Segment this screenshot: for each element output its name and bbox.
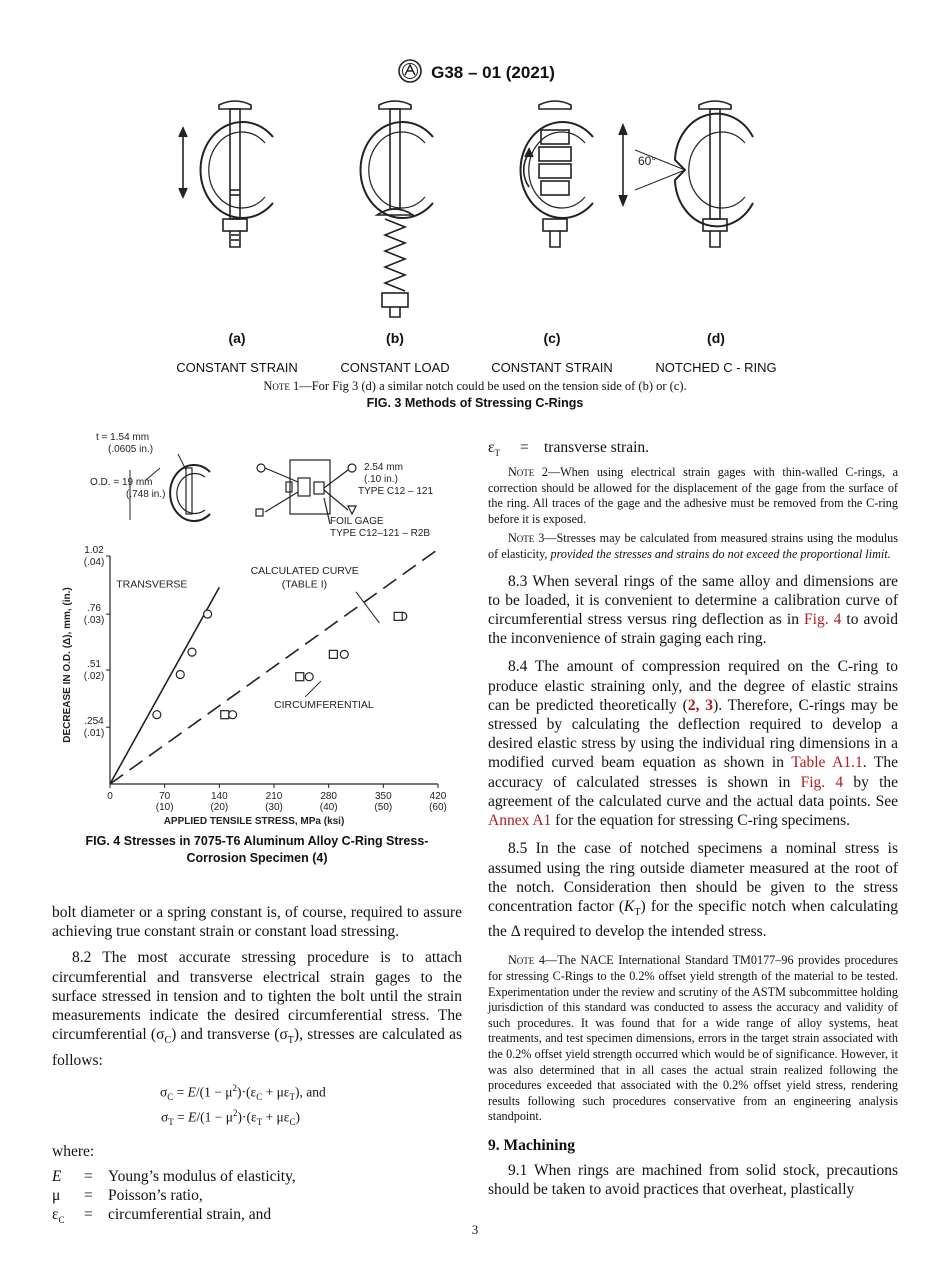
fig4-caption: FIG. 4 Stresses in 7075-T6 Aluminum Alloy C-Ring Stress- Corrosion Specimen (4): [85, 834, 429, 865]
x-tick-label: 420: [429, 791, 447, 802]
circumferential-circle-point: [340, 650, 348, 658]
fig3-panel-a: (a) CONSTANT STRAIN: [176, 330, 298, 375]
page-header: [0, 58, 950, 84]
x-tick-label: 350: [374, 791, 392, 802]
transverse-point: [176, 670, 184, 678]
x-tick-sublabel: (10): [155, 802, 174, 813]
document-title: G38 – 01 (2021): [431, 63, 555, 82]
left-column: [52, 903, 462, 1230]
astm-logo-icon: [395, 58, 425, 84]
paragraph-8-2: 8.2 The most accurate stressing procedure is to attach circumferential and transverse electrical strain gages to the surface stressed in tension and to tighten the bolt until the strain measurements indicate the desired circumferential stress. The circumferential $(\sigma_C)$ and transverse $(\sigma_T)$, stresses are calculated as follows:: [52, 949, 462, 1069]
x-tick-label: 210: [265, 791, 283, 802]
transverse-point: [188, 648, 196, 656]
paragraph-8-5: 8.5 In the case of notched specimens a nominal stress is assumed using the ring outside diameter measured at the root of the notch. Consideration then should be given to the stress concentration factor $(K_T)$ for the specific notch when calculating the Δ required to develop the intended stress.: [488, 840, 898, 941]
circumferential-square-point: [394, 612, 402, 620]
paragraph-8-3: 8.3 When several rings of the same alloy and dimensions are to be loaded, it is convenient to determine a calibration curve of circumferential stress versus ring deflection as in Fig. 4 to avoid the inconvenience of strain gaging each ring.: [488, 572, 898, 648]
equations: $\sigma_C = E/(1 - \mu^2)\cdot(\varepsilon_C + \mu\varepsilon_T)$, and $\sigma_T = E/(1 - \mu^2)\cdot(\varepsilon_T + \mu\varepsilon_C)$: [160, 1082, 326, 1128]
fig4-link-2[interactable]: Fig. 4: [800, 773, 844, 791]
x-tick-label: 70: [159, 791, 171, 802]
svg-text:t = 1.54 mm (.0605 in.): t = 1.54 mm (.0605 in.) O.D. = 19 mm (.748 in.) 2.54 mm (.10 in.) TYPE C12 – 121 FOIL GAGE TYPE C12–121 – R2B: [90, 432, 434, 539]
var-ec: $\varepsilon_C$ = circumferential strain, and: [52, 1206, 272, 1226]
transverse-label: TRANSVERSE: [116, 578, 188, 591]
y-tick-label: .76: [87, 603, 101, 615]
circumferential-circle-point: [305, 673, 313, 681]
c-ring-a: [179, 101, 273, 247]
fig3-panel-c: (c) CONSTANT STRAIN: [491, 330, 613, 375]
circumferential-leader: [305, 681, 321, 697]
reference-link[interactable]: 2, 3: [687, 696, 714, 714]
fig3-caption: FIG. 3 Methods of Stressing C-Rings: [366, 396, 584, 410]
fig3-panel-b: (b) CONSTANT LOAD: [340, 330, 450, 375]
circumferential-circle-point: [229, 711, 237, 719]
paragraph-8-4: 8.4 The amount of compression required on the C-ring to produce elastic straining only, and the degree of elastic strains can be predicted theoretically (2, 3). Therefore, C-rings may be stressed by calculating the deflection required to develop a desired elastic stress by using the individual ring dimensions in a modified curved beam equation as shown in Table A1.1. The accuracy of calculated stresses is shown in Fig. 4 by the agreement of the calculated curve and the actual data points. See Annex A1 for the equation for stressing C-ring specimens.: [488, 658, 899, 830]
y-tick-sublabel: (.01): [83, 728, 105, 740]
where-label: where:: [52, 1143, 95, 1161]
fig3-panel-d: (d) NOTCHED C - RING: [655, 330, 777, 375]
x-tick-sublabel: (30): [265, 802, 283, 813]
x-tick-label: 280: [320, 791, 338, 802]
annex-a1-link[interactable]: Annex A1: [488, 812, 552, 830]
y-axis-title: DECREASE IN O.D. (Δ), mm, (in.): [62, 587, 73, 743]
x-tick-sublabel: (40): [319, 802, 338, 813]
x-tick-sublabel: (60): [429, 802, 447, 813]
circumferential-square-point: [296, 673, 304, 681]
y-tick-sublabel: (.04): [83, 557, 105, 568]
circumferential-square-point: [221, 711, 229, 719]
page-number: 3: [471, 1222, 479, 1237]
x-tick-sublabel: (20): [210, 802, 229, 813]
var-e: E = Young’s modulus of elasticity,: [52, 1168, 296, 1186]
y-tick-label: .51: [87, 659, 101, 670]
fig4-chart: [50, 546, 460, 830]
circumferential-label: CIRCUMFERENTIAL: [274, 699, 374, 711]
y-tick-sublabel: (.02): [83, 671, 105, 682]
c-ring-d: [619, 101, 753, 247]
calculated-curve-sublabel: (TABLE I): [281, 578, 328, 591]
note-3: Note 3—Stresses may be calculated from measured strains using the modulus of elasticity, provided the stresses and strains do not exceed the proportional limit.: [488, 531, 899, 562]
fig4-gage-inset: [90, 430, 450, 540]
calculated-curve-leader: [356, 592, 379, 623]
c-ring-c: [521, 101, 593, 247]
transverse-point: [204, 610, 212, 618]
calculated-curve-label: CALCULATED CURVE: [250, 564, 359, 577]
y-tick-label: .254: [84, 716, 104, 728]
c-ring-b: [361, 101, 433, 317]
x-tick-sublabel: (50): [374, 802, 393, 813]
right-column: [488, 438, 898, 1199]
paragraph-9-1: 9.1 When rings are machined from solid stock, precautions should be taken to avoid practices that overheat, plastically: [488, 1161, 898, 1199]
y-tick-label: 1.02: [84, 546, 104, 556]
note-4: Note 4—The NACE International Standard TM0177–96 provides procedures for stressing C-Rings to the 0.2% offset yield strength of the material to be tested. Experimentation under the review and scrutiny of the ASTM subcommittee holding jurisdiction of this standard was conducted to assess the accuracy and validity of such procedures. It was found that for a wide range of alloy systems, heat treatments, and test specimen dimensions, errors in the target strain associated with the 0.2% offset yield strength occurred which would be of significance. However, it was also determined that in all cases the actual strain realized following the procedures exceeded that associated with the 0.2% offset yield stress, rendering results following such procedures conservative from an engineering analysis standpoint.: [488, 953, 898, 1124]
x-tick-label: 140: [210, 791, 228, 802]
var-et: $\varepsilon_T$ = transverse strain.: [488, 439, 650, 459]
fig3-note: Note 1—For Fig 3 (d) a similar notch could be used on the tension side of (b) or (c).: [263, 379, 687, 393]
transverse-line: [110, 587, 219, 784]
note-2: Note 2—When using electrical strain gages with thin-walled C-rings, a correction should be allowed for the displacement of the gage from the surface of the ring. All traces of the gage and the adhesive must be removed from the C-ring before it is exposed.: [488, 465, 899, 526]
transverse-point: [153, 711, 161, 719]
section-9-heading: 9. Machining: [488, 1136, 575, 1154]
y-tick-sublabel: (.03): [83, 615, 105, 627]
x-axis-title: APPLIED TENSILE STRESS, MPa (ksi): [163, 816, 345, 827]
circumferential-square-point: [329, 650, 337, 658]
notch-angle-label: 60°: [638, 154, 657, 168]
table-a1-1-link[interactable]: Table A1.1: [791, 754, 863, 772]
var-mu: μ = Poisson’s ratio,: [52, 1187, 203, 1205]
fig4-link[interactable]: Fig. 4: [804, 611, 842, 629]
x-tick-label: 0: [107, 791, 113, 802]
paragraph-continued: bolt diameter or a spring constant is, of course, required to assure achieving true constant strain or constant load stressing.: [52, 904, 462, 941]
